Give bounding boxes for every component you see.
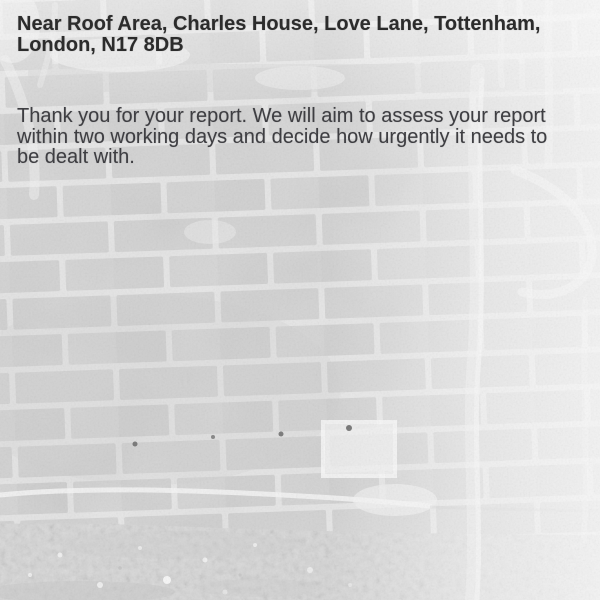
report-location-title: Near Roof Area, Charles House, Love Lane, Tottenham, London, N17 8DB (17, 13, 547, 56)
report-confirmation-message: Thank you for your report. We will aim to assess your report within two working days and decide how urgently it needs to be dealt with. (17, 105, 553, 168)
